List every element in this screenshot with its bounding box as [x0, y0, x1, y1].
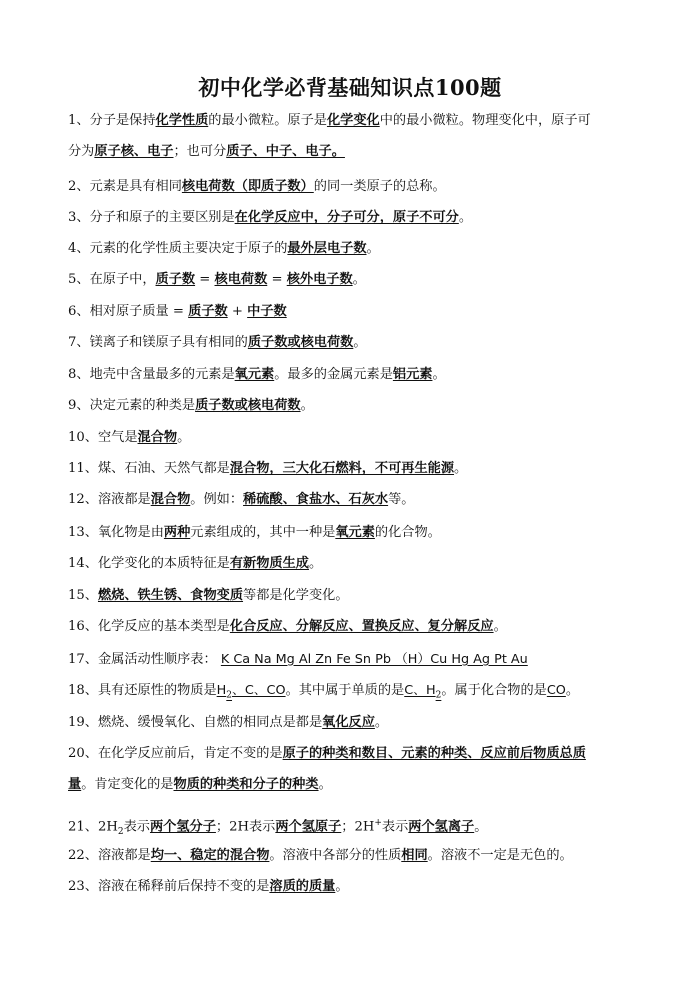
question-text: 。 — [493, 619, 507, 634]
question-line — [68, 178, 446, 195]
key-term: 均一、稳定的混合物 — [150, 848, 270, 863]
question-text: 。 — [366, 241, 380, 256]
key-term: 化学变化 — [326, 113, 380, 128]
question-item — [68, 555, 322, 572]
question-item — [68, 303, 287, 320]
question-line — [68, 334, 367, 351]
question-text: 中的最小微粒。物理变化中，原子可 — [379, 113, 591, 128]
question-text: 。 — [474, 819, 488, 835]
question-text: 6、相对原子质量 = — [68, 304, 189, 319]
key-term: 混合物 — [150, 492, 191, 507]
question-text: C、H — [404, 683, 436, 698]
question-line — [68, 143, 591, 160]
question-item — [68, 112, 591, 160]
key-term: 两种 — [163, 525, 191, 540]
key-term: 核电荷数（即质子数） — [181, 179, 314, 194]
question-item — [68, 745, 586, 793]
question-item — [68, 714, 388, 731]
question-line — [68, 682, 579, 705]
key-term: 有新物质生成 — [229, 556, 309, 571]
question-text: 。例如： — [190, 492, 244, 507]
question-text: 等都是化学变化。 — [243, 588, 349, 603]
question-text: ；2H — [341, 819, 375, 835]
question-text: 的同一类原子的总称。 — [313, 179, 446, 194]
question-text: 表示 — [381, 819, 409, 835]
question-text: 。属于化合物的是 — [441, 683, 547, 698]
key-term: 质子数或核电荷数 — [195, 398, 301, 413]
key-term: 两个氢原子 — [275, 819, 342, 835]
question-text: 8、地壳中含量最多的元素是 — [68, 367, 235, 382]
question-text: 2 — [117, 827, 124, 838]
question-text: 12、溶液都是 — [68, 492, 151, 507]
key-term: 量 — [68, 777, 82, 792]
question-text: 。 — [454, 461, 468, 476]
question-line — [68, 524, 441, 541]
question-line — [68, 555, 322, 572]
question-text: 。溶液不一定是无色的。 — [427, 848, 573, 863]
question-text: 。其中属于单质的是 — [285, 683, 405, 698]
key-term: 化学性质 — [155, 113, 209, 128]
question-line — [68, 209, 472, 226]
question-item — [68, 618, 507, 635]
key-term: 稀硫酸、食盐水、石灰水 — [243, 492, 389, 507]
question-text: 。 — [352, 272, 366, 287]
question-line — [68, 429, 190, 446]
question-text: 2 — [435, 690, 442, 701]
key-term: 化合反应、分解反应、置换反应、复分解反应 — [229, 619, 494, 634]
key-term: 氧元素 — [335, 525, 375, 540]
question-text: 等。 — [388, 492, 415, 507]
question-line — [68, 815, 487, 841]
question-text: 19、燃烧、缓慢氧化、自燃的相同点是都是 — [68, 715, 323, 730]
question-line — [68, 271, 366, 288]
key-term: 燃烧、铁生锈、食物变质 — [97, 588, 244, 603]
question-text: 。肯定变化的是 — [81, 777, 174, 792]
question-text: 。 — [565, 683, 580, 698]
question-text: 15、 — [68, 588, 98, 603]
question-item — [68, 209, 472, 226]
question-text: 。 — [353, 335, 367, 350]
key-term: 质子数或核电荷数 — [247, 335, 354, 350]
question-item — [68, 587, 349, 604]
question-text: 。 — [300, 398, 314, 413]
question-text: 7、镁离子和镁原子具有相同的 — [68, 335, 248, 350]
page-title: 初中化学必背基础知识点100题 — [198, 75, 502, 100]
question-item — [68, 524, 441, 541]
key-term: 质子、中子、电子。 — [226, 144, 345, 159]
key-term: 铝元素 — [392, 367, 433, 382]
key-term: 原子核、电子 — [94, 144, 174, 159]
question-text: 17、金属活动性顺序表： — [68, 652, 221, 667]
question-line — [68, 878, 349, 895]
question-text: 13、氧化物是由 — [68, 525, 164, 540]
question-line — [68, 460, 467, 477]
key-term: 质子数 — [188, 304, 228, 319]
question-text: CO — [546, 683, 566, 698]
question-item — [68, 366, 446, 383]
question-text: 。最多的金属元素是 — [274, 367, 393, 382]
question-line — [68, 618, 507, 635]
question-line — [68, 303, 287, 320]
question-text: 4、元素的化学性质主要决定于原子的 — [68, 241, 288, 256]
question-text: 2 — [226, 690, 233, 701]
question-text: 。溶液中各部分的性质 — [269, 848, 402, 863]
question-text: K Ca Na Mg Al Zn Fe Sn Pb （H）Cu Hg Ag Pt Au — [220, 652, 528, 667]
question-item — [68, 682, 579, 705]
question-text: 分为 — [68, 144, 95, 159]
question-line — [68, 776, 586, 793]
question-text: 22、溶液都是 — [68, 848, 151, 863]
question-text: 。 — [308, 556, 323, 571]
question-text: 2、元素是具有相同 — [68, 179, 182, 194]
question-text: 14、化学变化的本质特征是 — [68, 556, 230, 571]
question-text: + — [374, 818, 382, 828]
question-item — [68, 240, 380, 257]
question-text: 10、空气是 — [68, 430, 138, 445]
question-line — [68, 847, 573, 864]
question-text: 。 — [177, 430, 191, 445]
key-term: 溶质的质量 — [269, 879, 336, 894]
question-text: 9、决定元素的种类是 — [68, 398, 196, 413]
question-item — [68, 847, 573, 864]
question-text: 。 — [432, 367, 446, 382]
question-item — [68, 397, 314, 414]
question-text: H — [216, 683, 227, 698]
question-text: = — [267, 272, 287, 287]
key-term: 物质的种类和分子的种类 — [173, 777, 319, 792]
key-term: 原子的种类和数目、元素的种类、反应前后物质总质 — [282, 746, 586, 761]
question-line — [68, 491, 414, 508]
question-text: 表示 — [123, 819, 150, 835]
question-line — [68, 240, 380, 257]
question-item — [68, 651, 528, 668]
question-text: 。 — [458, 210, 473, 225]
question-text: 。 — [374, 715, 389, 730]
key-term: 核电荷数 — [214, 272, 268, 287]
question-text: 1、分子是保持 — [68, 113, 156, 128]
question-line — [68, 651, 528, 668]
question-item — [68, 815, 487, 841]
key-term: 氧元素 — [234, 367, 275, 382]
question-line — [68, 366, 446, 383]
question-text: 的化合物。 — [374, 525, 441, 540]
question-item — [68, 271, 366, 288]
question-text: ；也可分 — [173, 144, 227, 159]
question-line — [68, 112, 591, 129]
question-text: 16、化学反应的基本类型是 — [68, 619, 230, 634]
question-text: 11、煤、石油、天然气都是 — [68, 461, 230, 476]
question-text: 20、在化学反应前后，肯定不变的是 — [68, 746, 283, 761]
question-line — [68, 714, 388, 731]
key-term: 最外层电子数 — [287, 241, 367, 256]
question-item — [68, 178, 446, 195]
key-term: 两个氢离子 — [408, 819, 475, 835]
question-text: ；2H表示 — [215, 819, 276, 835]
key-term: 中子数 — [247, 304, 287, 319]
key-term: 相同 — [401, 848, 428, 863]
question-item — [68, 334, 367, 351]
key-term: 混合物，三大化石燃料，不可再生能源 — [229, 461, 455, 476]
key-term: 氧化反应 — [322, 715, 375, 730]
question-text: 5、在原子中， — [68, 272, 156, 287]
question-text: + — [227, 304, 248, 319]
question-text: 的最小微粒。原子是 — [208, 113, 327, 128]
key-term: 两个氢分子 — [149, 819, 216, 835]
question-item — [68, 429, 190, 446]
question-text: 。 — [335, 879, 349, 894]
question-text: 。 — [318, 777, 332, 792]
key-term: 质子数 — [155, 272, 196, 287]
question-item — [68, 460, 467, 477]
question-line — [68, 587, 349, 604]
question-text: 23、溶液在稀释前后保持不变的是 — [68, 879, 270, 894]
key-term: 混合物 — [137, 430, 178, 445]
question-line — [68, 745, 586, 762]
question-text: 3、分子和原子的主要区别是 — [68, 210, 235, 225]
question-text: 、C、CO — [232, 683, 286, 698]
question-item — [68, 491, 414, 508]
question-text: 18、具有还原性的物质是 — [68, 683, 217, 698]
question-item — [68, 878, 349, 895]
question-line — [68, 397, 314, 414]
key-term: 在化学反应中，分子可分，原子不可分 — [234, 210, 459, 225]
question-text: = — [195, 272, 215, 287]
question-text: 元素组成的，其中一种是 — [190, 525, 336, 540]
key-term: 核外电子数 — [286, 272, 353, 287]
question-text: 21、2H — [68, 819, 118, 835]
